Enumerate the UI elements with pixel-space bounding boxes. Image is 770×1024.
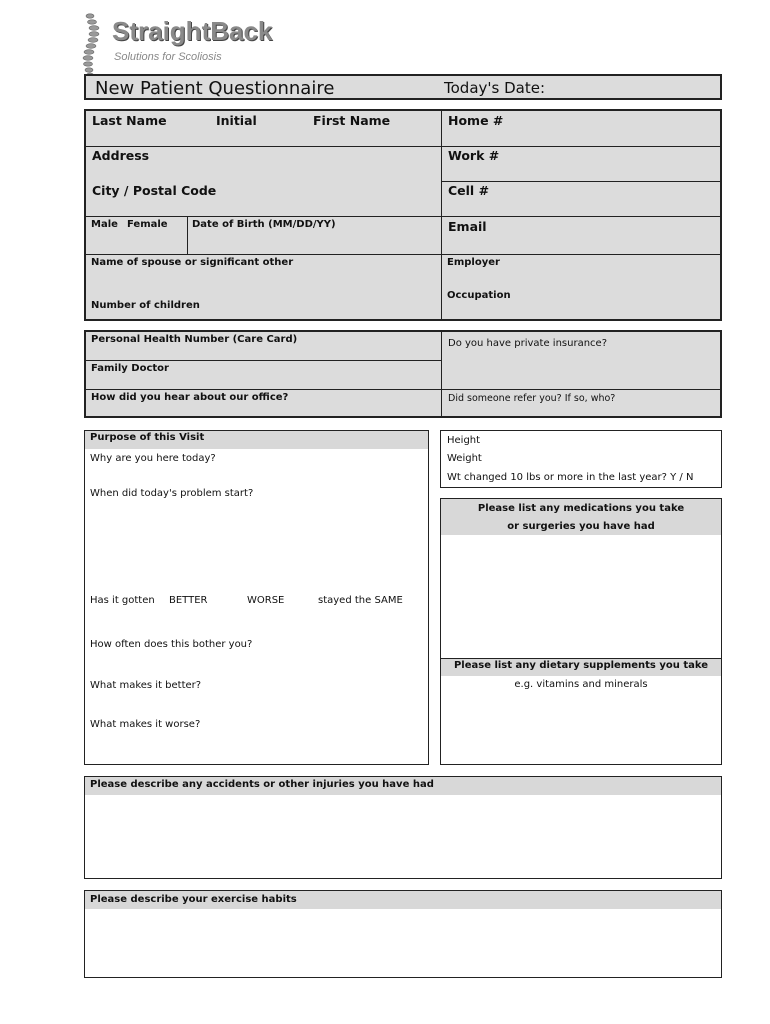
- logo-name: StraightBack: [112, 16, 273, 46]
- health-info-section: [84, 330, 722, 418]
- date-label[interactable]: Today's Date:: [444, 79, 545, 97]
- why-here-field[interactable]: Why are you here today?: [90, 453, 216, 464]
- work-phone-field[interactable]: Work #: [448, 148, 500, 163]
- purpose-header: Purpose of this Visit: [90, 432, 205, 443]
- makes-worse-field[interactable]: What makes it worse?: [90, 719, 201, 730]
- city-postal-field[interactable]: City / Postal Code: [92, 183, 217, 198]
- children-field[interactable]: Number of children: [91, 300, 200, 311]
- spouse-field[interactable]: Name of spouse or significant other: [91, 257, 294, 268]
- employer-field[interactable]: Employer: [447, 257, 500, 268]
- height-field[interactable]: Height: [447, 435, 481, 446]
- weight-field[interactable]: Weight: [447, 453, 482, 464]
- makes-better-field[interactable]: What makes it better?: [90, 680, 202, 691]
- referral-field[interactable]: Did someone refer you? If so, who?: [448, 393, 616, 404]
- medications-section: [440, 498, 722, 765]
- accidents-section[interactable]: [84, 776, 722, 879]
- home-phone-field[interactable]: Home #: [448, 113, 504, 128]
- logo-tagline: Solutions for Scoliosis: [114, 51, 222, 63]
- accidents-header: Please describe any accidents or other injuries you have had: [90, 779, 434, 790]
- occupation-field[interactable]: Occupation: [447, 290, 511, 301]
- exercise-header: Please describe your exercise habits: [90, 894, 297, 905]
- personal-info-section: [84, 109, 722, 321]
- how-often-field[interactable]: How often does this bother you?: [90, 639, 253, 650]
- cell-phone-field[interactable]: Cell #: [448, 183, 490, 198]
- hear-about-field[interactable]: How did you hear about our office?: [91, 392, 289, 403]
- gotten-label: Has it gotten: [90, 595, 155, 606]
- purpose-of-visit-section: [84, 430, 429, 765]
- last-name-field[interactable]: Last Name: [92, 113, 167, 128]
- same-option[interactable]: stayed the SAME: [318, 595, 403, 606]
- phn-field[interactable]: Personal Health Number (Care Card): [91, 334, 298, 345]
- weight-change-field[interactable]: Wt changed 10 lbs or more in the last year? Y / N: [447, 472, 694, 483]
- female-option[interactable]: Female: [127, 219, 168, 230]
- medications-header-line2: or surgeries you have had: [507, 521, 655, 532]
- page-title: New Patient Questionnaire: [95, 78, 335, 99]
- first-name-field[interactable]: First Name: [313, 113, 391, 128]
- medications-header-line1: Please list any medications you take: [477, 503, 685, 514]
- body-stats-section: [440, 430, 722, 488]
- insurance-field[interactable]: Do you have private insurance?: [448, 338, 607, 349]
- exercise-section[interactable]: [84, 890, 722, 978]
- problem-start-field[interactable]: When did today's problem start?: [90, 488, 254, 499]
- worse-option[interactable]: WORSE: [247, 595, 285, 606]
- spine-logo-icon: [80, 12, 108, 78]
- title-bar: [84, 74, 722, 100]
- supplements-example: e.g. vitamins and minerals: [514, 679, 648, 690]
- family-doctor-field[interactable]: Family Doctor: [91, 363, 169, 374]
- address-field[interactable]: Address: [92, 148, 150, 163]
- initial-field[interactable]: Initial: [216, 113, 257, 128]
- dob-field[interactable]: Date of Birth (MM/DD/YY): [192, 219, 336, 230]
- male-option[interactable]: Male: [91, 219, 118, 230]
- email-field[interactable]: Email: [448, 219, 487, 234]
- supplements-header: Please list any dietary supplements you take: [453, 660, 709, 671]
- better-option[interactable]: BETTER: [169, 595, 208, 606]
